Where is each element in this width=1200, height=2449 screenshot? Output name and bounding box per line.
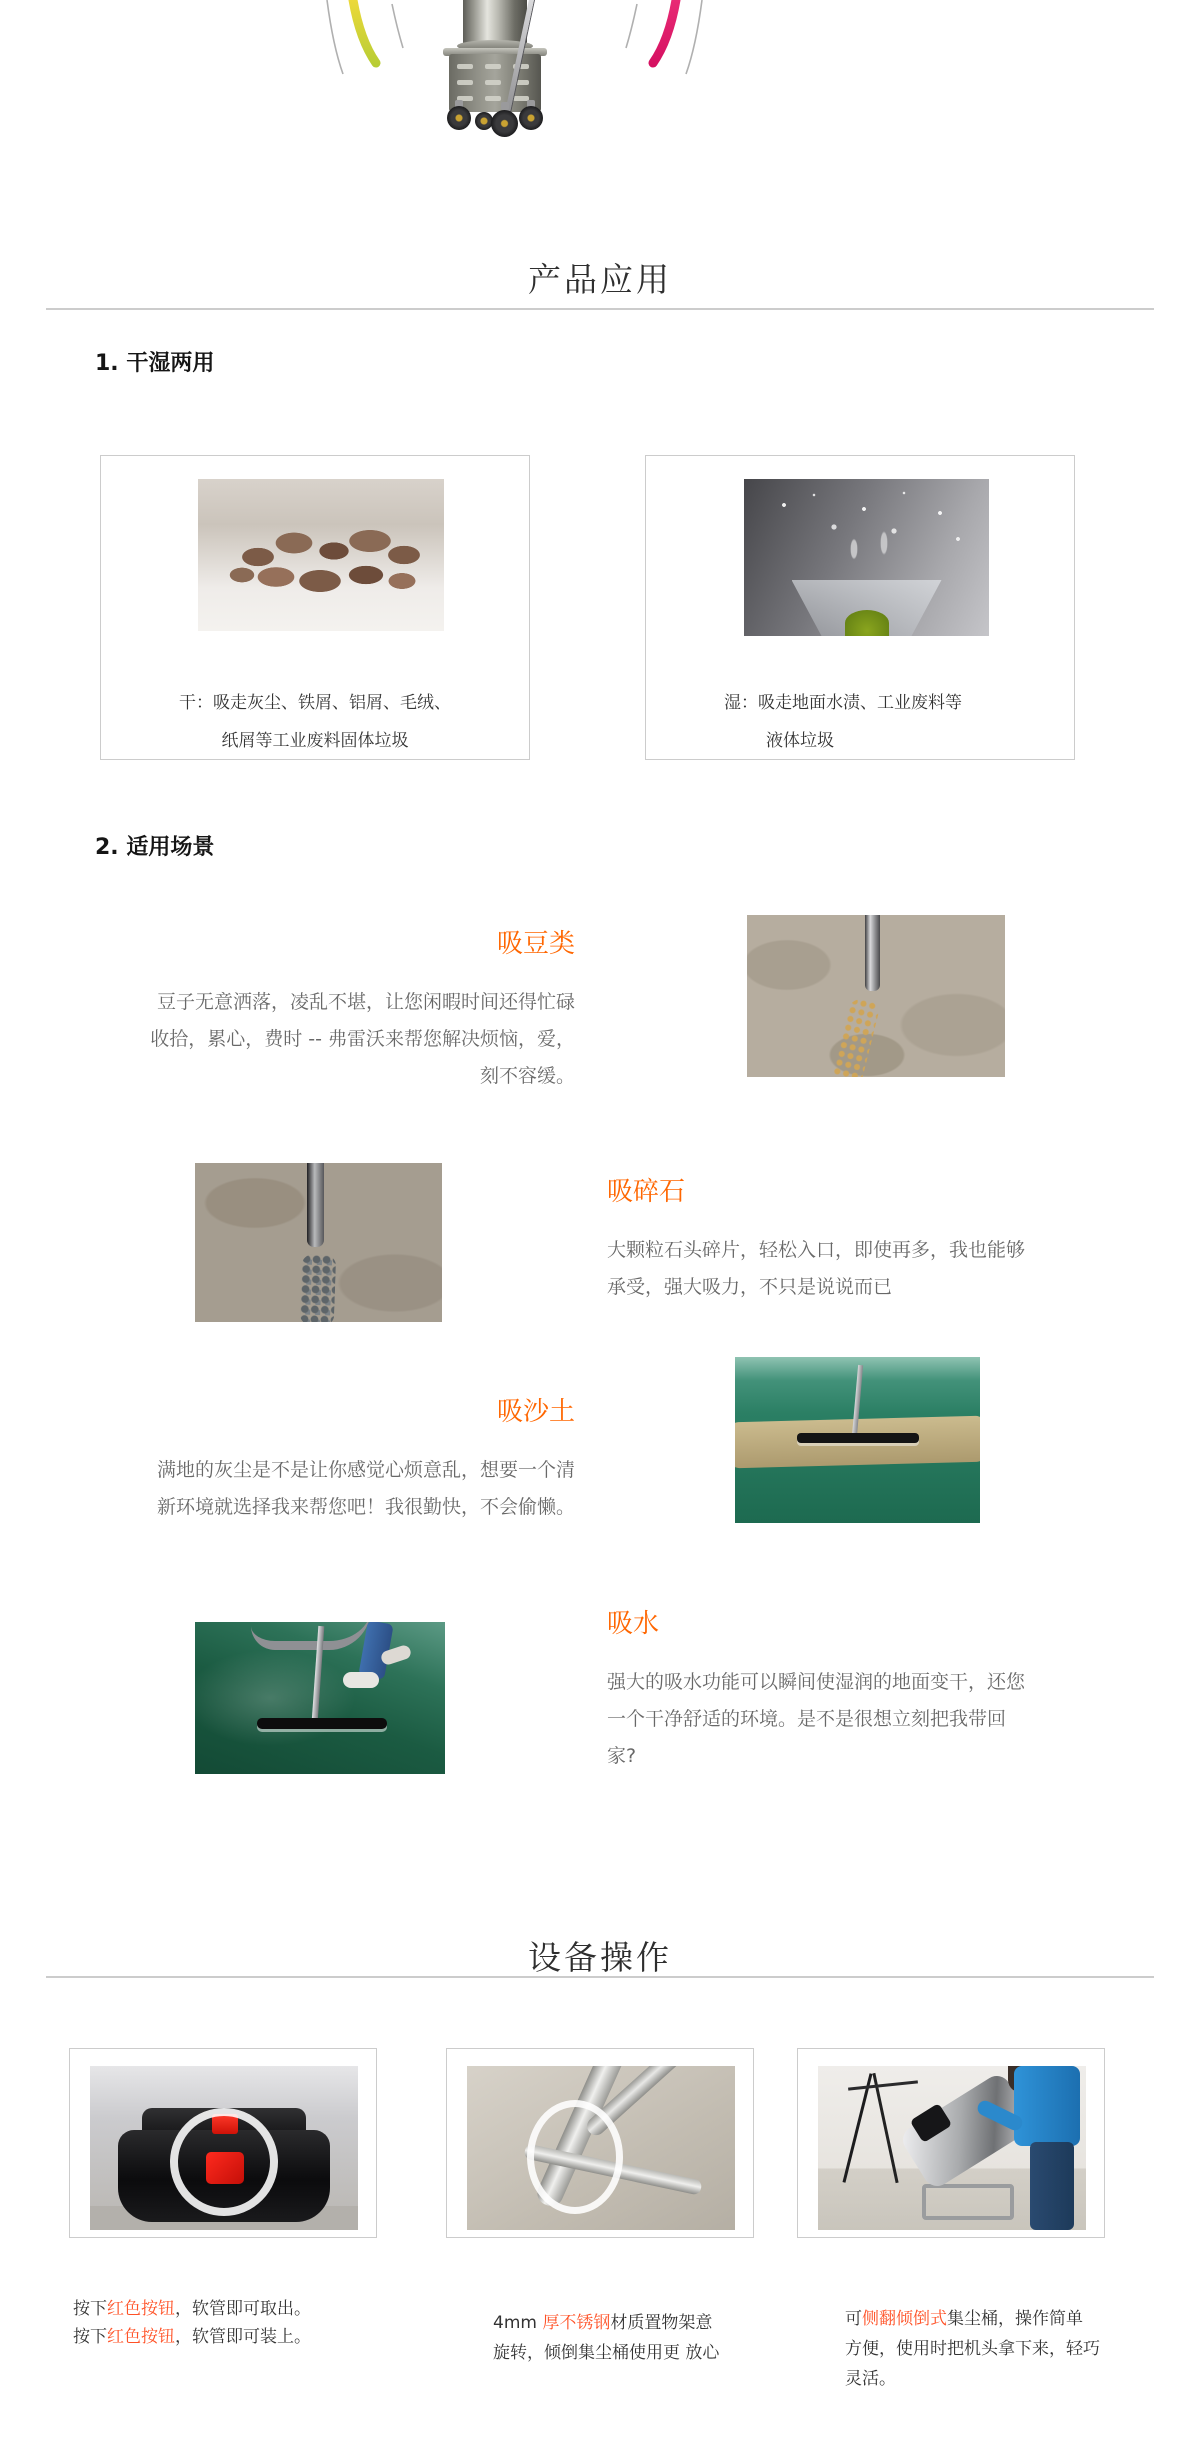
caption-line: 湿：吸走地面水渍、工业废料等 [724, 693, 962, 713]
scenario-line: 刻不容缓。 [479, 1065, 575, 1087]
scenario-title: 吸水 [607, 1609, 660, 1639]
wet-use-card [645, 455, 1075, 760]
caption-line: 干：吸走灰尘、铁屑、铝屑、毛绒、 [179, 693, 451, 713]
caster-wheel [491, 110, 518, 137]
caption-text: 按下 [73, 2299, 107, 2319]
person-jeans [1030, 2142, 1074, 2230]
caption-text: 材质置物架意 [610, 2313, 713, 2333]
highlight-circle [170, 2108, 278, 2216]
wood-shavings [198, 479, 444, 631]
wet-use-caption [724, 684, 1054, 760]
scenario-line: 强大的吸水功能可以瞬间使湿润的地面变干，还您 [607, 1671, 1026, 1693]
section-divider [46, 308, 1154, 310]
soybean-trail [831, 997, 881, 1077]
caption-line [845, 2304, 1107, 2334]
caption-text: 4mm [493, 2313, 543, 2333]
scenario-title: 吸沙土 [496, 1397, 575, 1427]
red-button-hose-photo [90, 2066, 358, 2230]
subsection-heading-scenarios: 2. 适用场景 [95, 835, 215, 860]
caption-highlight: 厚不锈钢 [542, 2313, 611, 2333]
caption-text: 可 [845, 2309, 862, 2329]
caption-line [493, 2308, 793, 2338]
suction-sand-photo [735, 1357, 980, 1523]
scenario-water-text [607, 1608, 1063, 1775]
wet-floor-sheen [195, 1650, 355, 1746]
operation-step-3-box [797, 2048, 1105, 2238]
operation-step-2-caption [493, 2308, 793, 2368]
scenario-line: 收拾，累心，费时 -- 弗雷沃来帮您解决烦恼，爱， [150, 1028, 575, 1050]
scenario-sand-text [133, 1396, 575, 1526]
scenario-line: 一个干净舒适的环境。是不是很想立刻把我带回 [607, 1708, 1007, 1730]
operation-step-3-caption [845, 2304, 1107, 2394]
operation-step-1-box [69, 2048, 377, 2238]
caption-text: 集尘桶，操作简单 [947, 2309, 1083, 2329]
caster-wheel [447, 106, 471, 130]
caption-line [845, 2334, 1107, 2364]
scenario-beans-text [135, 928, 575, 1095]
dry-debris-photo [198, 479, 444, 631]
scenario-gravel-text [607, 1176, 1063, 1306]
operation-step-2-box [446, 2048, 754, 2238]
scenario-title: 吸碎石 [607, 1177, 686, 1207]
stainless-frame-photo [467, 2066, 735, 2230]
caption-line [845, 2364, 1107, 2394]
dry-use-caption [101, 684, 529, 760]
scenario-line: 大颗粒石头碎片，轻松入口，即使再多，我也能够 [607, 1239, 1026, 1261]
caption-text: 灵活。 [845, 2369, 896, 2389]
person-hoodie [1014, 2066, 1080, 2146]
green-plant [845, 610, 889, 636]
hero-product-image [0, 0, 1200, 230]
caption-line [73, 2323, 403, 2351]
suction-gravel-photo [195, 1163, 442, 1322]
dry-use-card [100, 455, 530, 760]
squeegee-head [257, 1718, 387, 1729]
squeegee-head [797, 1433, 919, 1443]
highlight-circle [527, 2100, 623, 2214]
tilt-dust-bucket-photo [818, 2066, 1086, 2230]
tripod-leg [872, 2073, 898, 2183]
tripod-leg [842, 2073, 872, 2182]
section-title-application: 产品应用 [528, 260, 672, 299]
caption-highlight: 侧翻倾倒式 [862, 2309, 947, 2329]
tripod-bar [848, 2080, 918, 2090]
suction-tube [865, 915, 880, 991]
caption-text: 旋转，倾倒集尘桶使用更 放心 [493, 2343, 720, 2363]
scenario-line: 豆子无意洒落，凌乱不堪，让您闲暇时间还得忙碌 [156, 991, 575, 1013]
scenario-line: 承受，强大吸力，不只是说说而已 [607, 1276, 893, 1298]
caption-highlight: 红色按钮 [107, 2327, 175, 2347]
subsection-heading-dry-wet: 1. 干湿两用 [95, 351, 215, 376]
person-shoe [343, 1672, 379, 1688]
caster-wheel [519, 106, 543, 130]
caption-text: 按下 [73, 2327, 107, 2347]
scenario-title: 吸豆类 [496, 929, 575, 959]
suction-water-photo [195, 1622, 445, 1774]
trolley-frame [922, 2184, 1014, 2220]
caption-line [493, 2338, 793, 2368]
scenario-line: 满地的灰尘是不是让你感觉心烦意乱，想要一个清 [156, 1459, 575, 1481]
vacuum-machine-image [443, 0, 547, 150]
scenario-line: 新环境就选择我来帮您吧！我很勤快，不会偷懒。 [156, 1496, 575, 1518]
caption-text: 方便，使用时把机头拿下来，轻巧 [845, 2339, 1100, 2359]
water-splash-photo [744, 479, 989, 636]
gravel-trail [300, 1254, 336, 1322]
caption-highlight: 红色按钮 [107, 2299, 175, 2319]
section-divider [46, 1976, 1154, 1978]
suction-tube [307, 1163, 324, 1247]
caption-line: 纸屑等工业废料固体垃圾 [221, 731, 409, 751]
vacuum-hose [251, 1622, 371, 1650]
caption-line [73, 2295, 403, 2323]
suction-beans-photo [747, 915, 1005, 1077]
caption-line: 液体垃圾 [766, 731, 834, 751]
caption-text: ，软管即可取出。 [175, 2299, 311, 2319]
caption-text: ，软管即可装上。 [175, 2327, 311, 2347]
operation-step-1-caption [73, 2295, 403, 2351]
section-title-operation: 设备操作 [528, 1938, 672, 1977]
scenario-line: 家? [607, 1745, 637, 1767]
